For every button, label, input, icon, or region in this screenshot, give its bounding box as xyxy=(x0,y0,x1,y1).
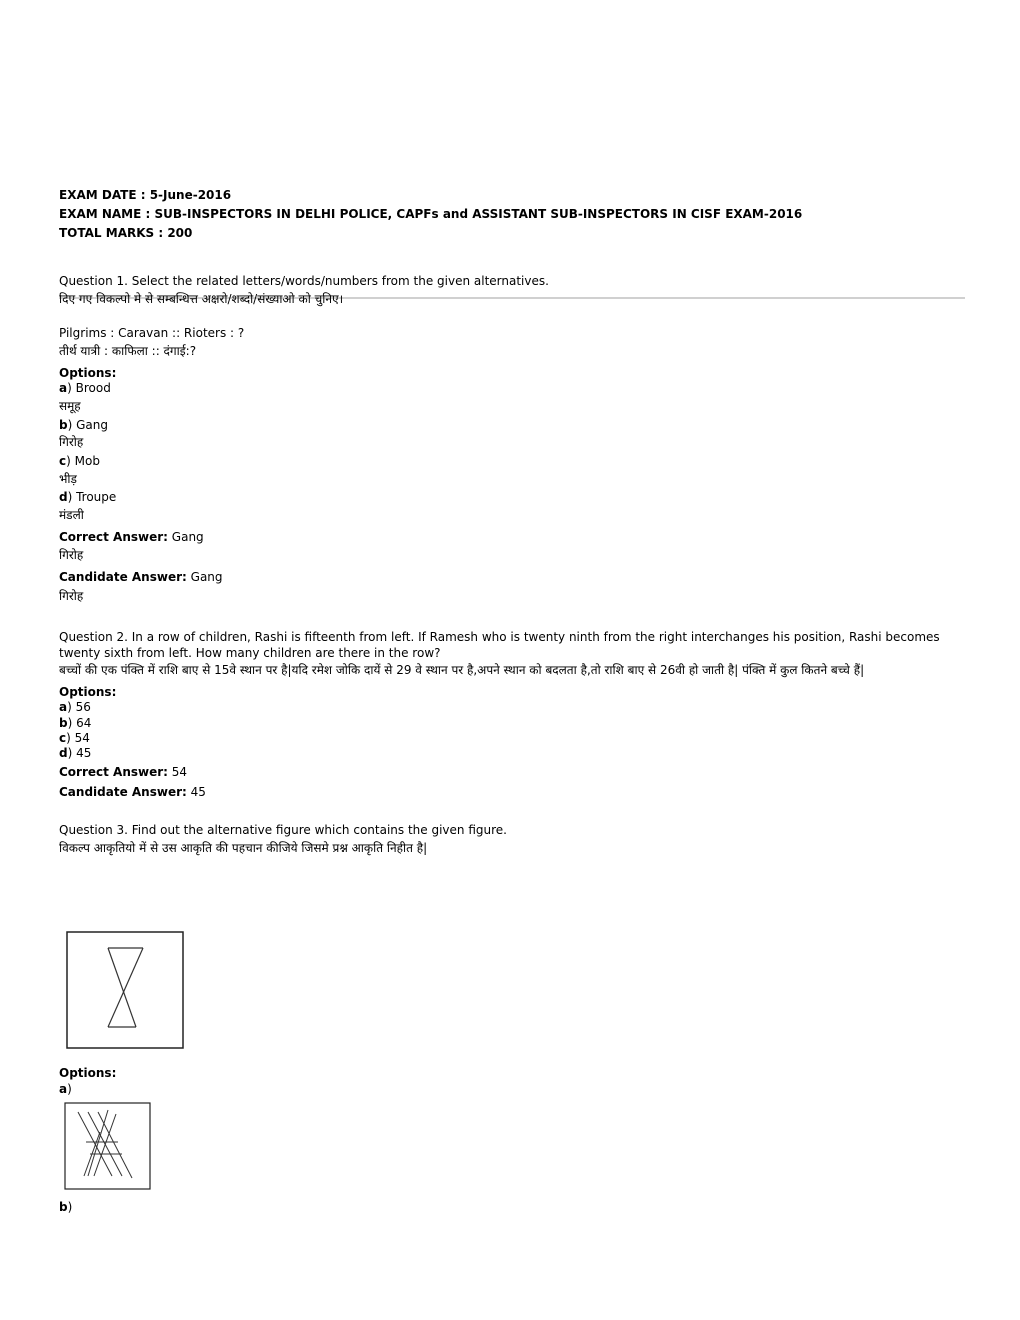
option-letter: b xyxy=(59,418,68,432)
q3-text-en: Question 3. Find out the alternative figure which contains the given figure. xyxy=(59,823,507,837)
q2-option-b xyxy=(59,715,91,731)
option-text: ) Gang xyxy=(67,418,108,432)
correct-answer-value: 54 xyxy=(171,765,188,779)
correct-answer-label: Correct Answer: xyxy=(59,530,168,544)
q3-options-label: Options: xyxy=(59,1066,117,1080)
q1-option-a-hi: समूह xyxy=(59,399,81,413)
option-text: ) 54 xyxy=(66,731,90,745)
q1-option-d xyxy=(59,489,116,505)
q3-option-b xyxy=(59,1199,72,1215)
q2-candidate-answer xyxy=(59,784,206,800)
q1-option-b xyxy=(59,417,108,433)
q1-correct-answer-hi: गिरोह xyxy=(59,548,84,562)
option-a-figure xyxy=(64,1102,152,1192)
q2-correct-answer xyxy=(59,764,187,780)
candidate-answer-value: Gang xyxy=(190,570,223,584)
exam-name: EXAM NAME : SUB-INSPECTORS IN DELHI POLICE, CAPFs and ASSISTANT SUB-INSPECTORS IN CISF EXAM-2016 xyxy=(59,207,803,221)
option-text: ) 45 xyxy=(67,746,92,760)
q1-correct-answer xyxy=(59,529,204,545)
q1-candidate-answer-hi: गिरोह xyxy=(59,589,84,603)
q3-option-a xyxy=(59,1081,72,1097)
option-letter: b xyxy=(59,1200,68,1214)
option-text: ) 56 xyxy=(67,700,91,714)
option-letter: d xyxy=(59,746,68,760)
q1-text-hi: दिए गए विकल्पो मे से सम्बन्धित्त अक्षरो/शब्दो/संख्याओ को चुनिए। xyxy=(59,292,344,306)
q1-option-a xyxy=(59,380,111,396)
q1-option-b-hi: गिरोह xyxy=(59,435,84,449)
option-suffix: ) xyxy=(67,1200,73,1214)
q1-analogy-hi: तीर्थ यात्री : काफिला :: दंगाई:? xyxy=(59,344,197,358)
option-text: ) Brood xyxy=(67,381,111,395)
option-letter: a xyxy=(59,381,68,395)
option-letter: b xyxy=(59,716,68,730)
candidate-answer-label: Candidate Answer: xyxy=(59,785,187,799)
option-suffix: ) xyxy=(67,1082,72,1096)
option-text: ) 64 xyxy=(67,716,92,730)
q1-option-c xyxy=(59,453,100,469)
q2-option-a xyxy=(59,699,91,715)
q3-text-hi: विकल्प आकृतियो में से उस आकृति की पहचान कीजिये जिसमे प्रश्न आकृति निहीत है| xyxy=(59,841,428,855)
q2-option-c xyxy=(59,730,90,746)
question-figure xyxy=(66,931,185,1051)
q2-options-label: Options: xyxy=(59,685,117,699)
q2-text-hi: बच्चों की एक पंक्ति में राशि बाए से 15वे स्थान पर है|यदि रमेश जोकि दायें से 29 वे स्थान पर है,अपने स्थान को बदलता है,तो राशि बाए से 26वी हो जाती है| पंक्ति में कुल कितने बच्चे हैं| xyxy=(59,663,865,677)
option-letter: d xyxy=(59,490,68,504)
total-marks: TOTAL MARKS : 200 xyxy=(59,226,193,240)
option-text: ) Mob xyxy=(66,454,100,468)
q1-text-en: Question 1. Select the related letters/words/numbers from the given alternatives. xyxy=(59,274,549,288)
q2-text-en: Question 2. In a row of children, Rashi is fifteenth from left. If Ramesh who is twenty ninth from the right interchanges his position, Rashi becomes twenty sixth from left. How many children are there in the row? xyxy=(59,630,940,660)
option-letter: a xyxy=(59,1082,68,1096)
q1-options-label: Options: xyxy=(59,366,117,380)
q1-candidate-answer xyxy=(59,569,223,585)
correct-answer-value: Gang xyxy=(171,530,204,544)
q1-analogy-en: Pilgrims : Caravan :: Rioters : ? xyxy=(59,326,245,340)
q1-option-d-hi: मंडली xyxy=(59,508,84,522)
q1-option-c-hi: भीड़ xyxy=(59,472,77,486)
option-text: ) Troupe xyxy=(67,490,117,504)
option-letter: c xyxy=(59,454,67,468)
candidate-answer-label: Candidate Answer: xyxy=(59,570,187,584)
candidate-answer-value: 45 xyxy=(190,785,206,799)
exam-date: EXAM DATE : 5-June-2016 xyxy=(59,188,232,202)
q2-option-d xyxy=(59,745,91,761)
option-letter: c xyxy=(59,731,67,745)
option-letter: a xyxy=(59,700,68,714)
correct-answer-label: Correct Answer: xyxy=(59,765,168,779)
